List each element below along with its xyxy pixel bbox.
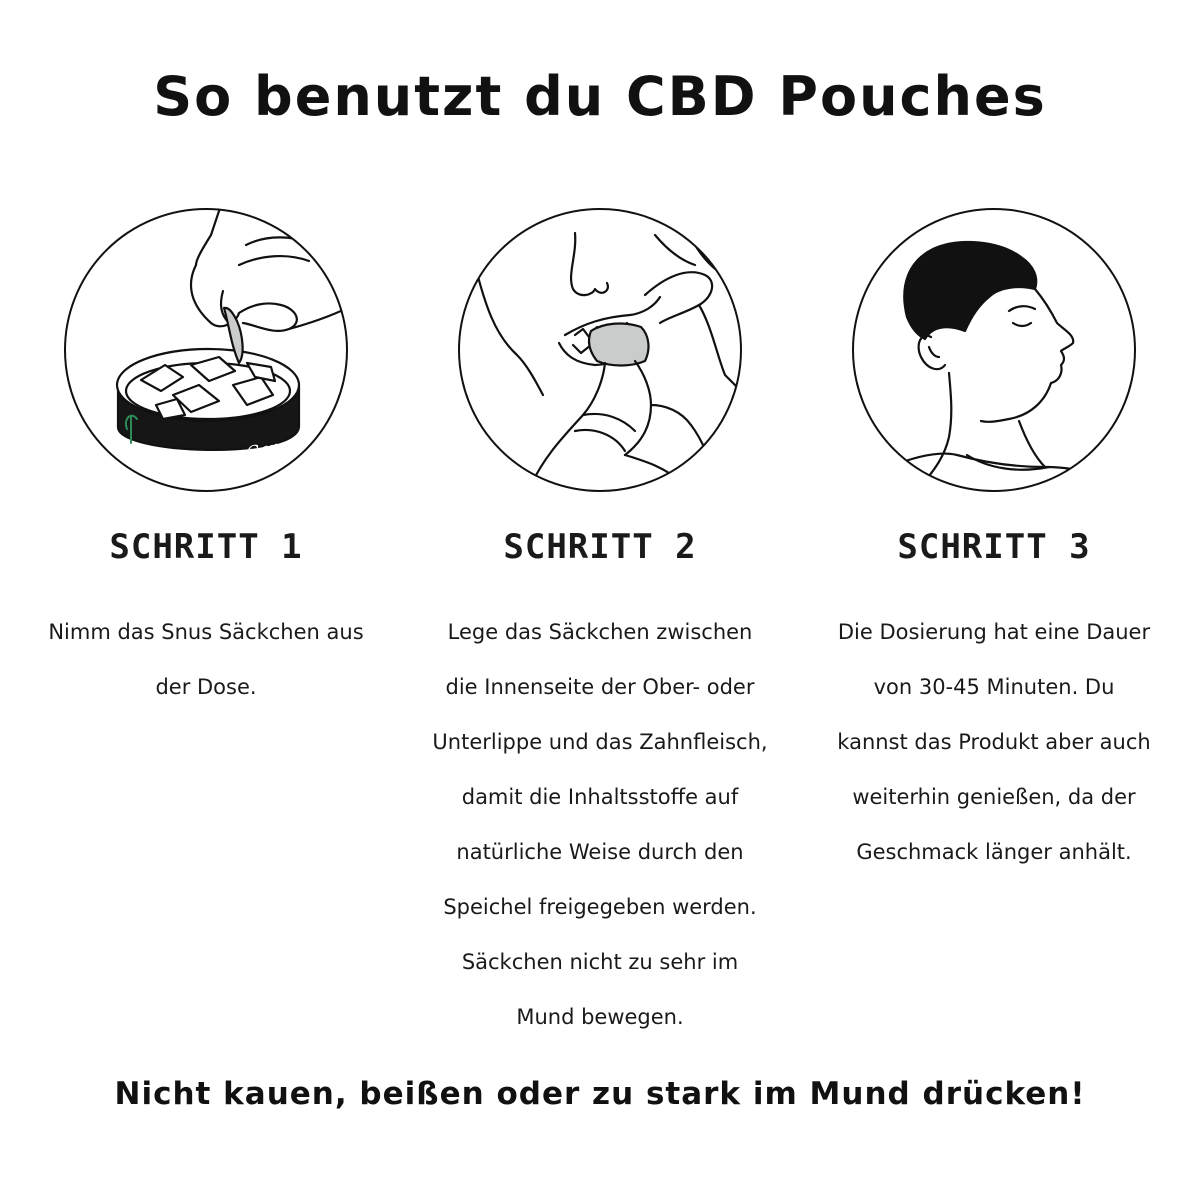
page-title: So benutzt du CBD Pouches [153, 65, 1047, 128]
warning-text: Nicht kauen, beißen oder zu stark im Mund drücken! [114, 1076, 1086, 1112]
step-2-text-line: Mund bewegen. [516, 1005, 684, 1029]
step-2-text-line: Säckchen nicht zu sehr im [461, 950, 739, 974]
step-1-text-line: der Dose. [155, 675, 257, 699]
step-1 [16, 205, 396, 699]
hand-taking-pouch-from-tin-icon [61, 205, 351, 495]
step-2 [410, 205, 790, 1029]
step-2-text-line: die Innenseite der Ober- oder [445, 675, 755, 699]
step-1-text [16, 605, 396, 715]
step-1-text-line: Nimm das Snus Säckchen aus [48, 620, 364, 644]
step-1-heading: SCHRITT 1 [109, 527, 303, 567]
step-2-heading: SCHRITT 2 [503, 527, 697, 567]
step-3-heading: SCHRITT 3 [897, 527, 1091, 567]
step-3-text-line: Geschmack länger anhält. [856, 840, 1132, 864]
step-3-text-line: Die Dosierung hat eine Dauer [837, 620, 1151, 644]
step-2-text-line: Speichel freigegeben werden. [443, 895, 757, 919]
step-3 [804, 205, 1184, 864]
brand-logo-text: Cannadips [244, 425, 339, 464]
step-2-text-line: Lege das Säckchen zwischen [447, 620, 753, 644]
step-2-text [410, 605, 790, 1045]
step-2-text-line: natürliche Weise durch den [456, 840, 744, 864]
step-3-text-line: kannst das Produkt aber auch [837, 730, 1151, 754]
step-3-text-line: weiterhin genießen, da der [852, 785, 1136, 809]
step-2-text-line: damit die Inhaltsstoffe auf [461, 785, 739, 809]
relaxed-man-profile-icon [849, 205, 1139, 495]
step-2-text-line: Unterlippe und das Zahnfleisch, [432, 730, 768, 754]
step-3-text [804, 605, 1184, 880]
placing-pouch-under-lip-icon [455, 205, 745, 495]
step-3-text-line: von 30-45 Minuten. Du [873, 675, 1115, 699]
